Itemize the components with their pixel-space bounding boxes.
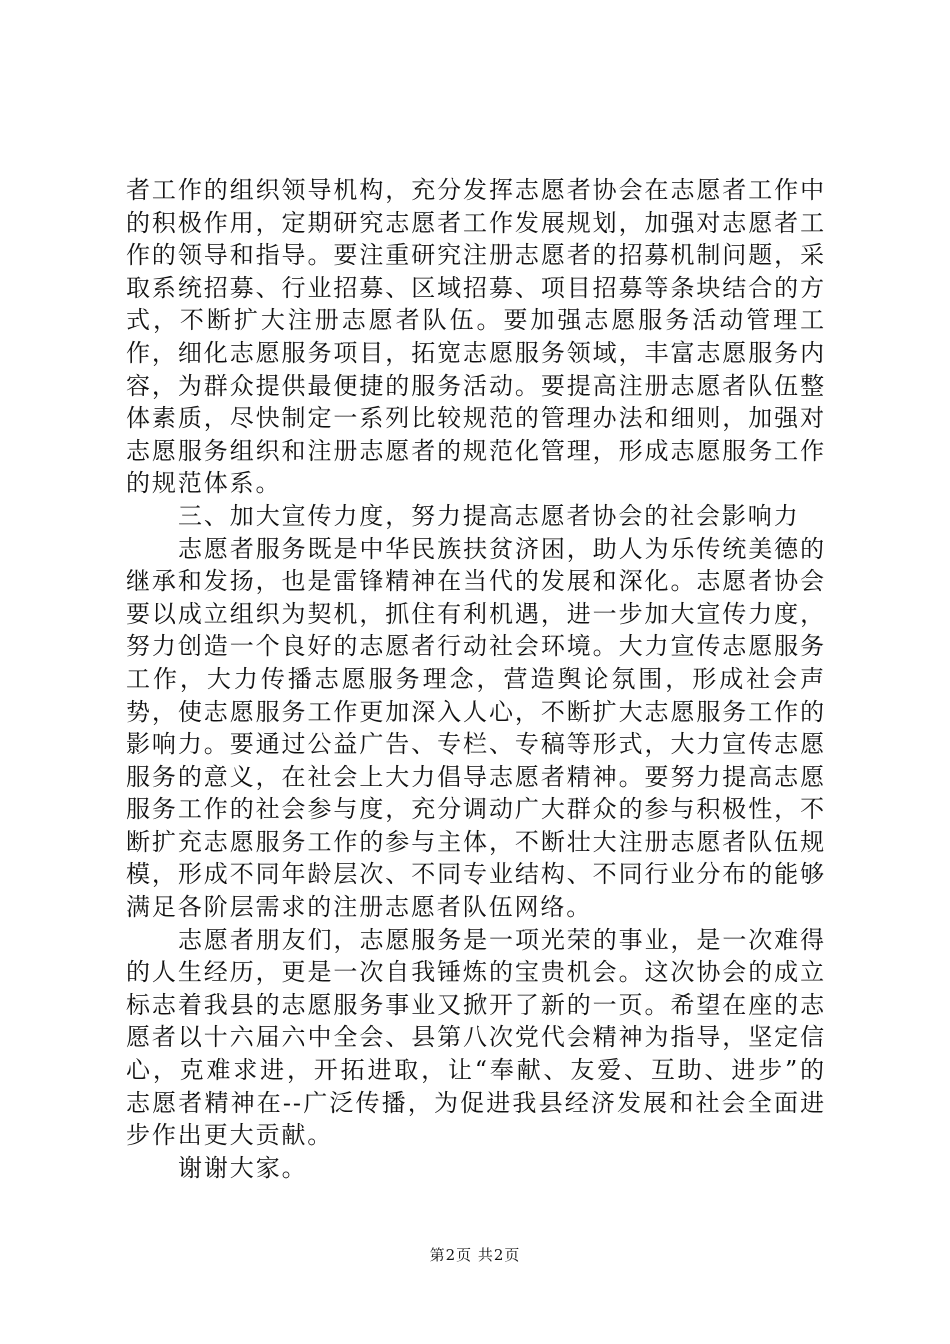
document-body <box>126 174 826 1184</box>
paragraph: 志愿者朋友们，志愿服务是一项光荣的事业，是一次难得的人生经历，更是一次自我锤炼的宝贵机会。这次协会的成立标志着我县的志愿服务事业又掀开了新的一页。希望在座的志愿者以十六届六中全会、县第八次党代会精神为指导，坚定信心，克难求进，开拓进取，让“奉献、友爱、互助、进步”的志愿者精神在--广泛传播，为促进我县经济发展和社会全面进步作出更大贡献。 <box>126 925 826 1150</box>
closing-line: 谢谢大家。 <box>178 1153 308 1182</box>
paragraph: 志愿者服务既是中华民族扶贫济困，助人为乐传统美德的继承和发扬，也是雷锋精神在当代的发展和深化。志愿者协会要以成立组织为契机，抓住有利机遇，进一步加大宣传力度，努力创造一个良好的志愿者行动社会环境。大力宣传志愿服务工作，大力传播志愿服务理念，营造舆论氛围，形成社会声势，使志愿服务工作更加深入人心，不断扩大志愿服务工作的影响力。要通过公益广告、专栏、专稿等形式，大力宣传志愿服务的意义，在社会上大力倡导志愿者精神。要努力提高志愿服务工作的社会参与度，充分调动广大群众的参与积极性，不断扩充志愿服务工作的参与主体，不断壮大注册志愿者队伍规模，形成不同年龄层次、不同专业结构、不同行业分布的能够满足各阶层需求的注册志愿者队伍网络。 <box>126 534 826 922</box>
paragraph-continued: 者工作的组织领导机构，充分发挥志愿者协会在志愿者工作中的积极作用，定期研究志愿者工作发展规划，加强对志愿者工作的领导和指导。要注重研究注册志愿者的招募机制问题，采取系统招募、行业招募、区域招募、项目招募等条块结合的方式，不断扩大注册志愿者队伍。要加强志愿服务活动管理工作，细化志愿服务项目，拓宽志愿服务领域，丰富志愿服务内容，为群众提供最便捷的服务活动。要提高注册志愿者队伍整体素质，尽快制定一系列比较规范的管理办法和细则，加强对志愿服务组织和注册志愿者的规范化管理，形成志愿服务工作的规范体系。 <box>126 176 826 498</box>
page-number: 第2页 共2页 <box>429 1246 521 1264</box>
section-heading: 三、加大宣传力度，努力提高志愿者协会的社会影响力 <box>178 501 800 530</box>
